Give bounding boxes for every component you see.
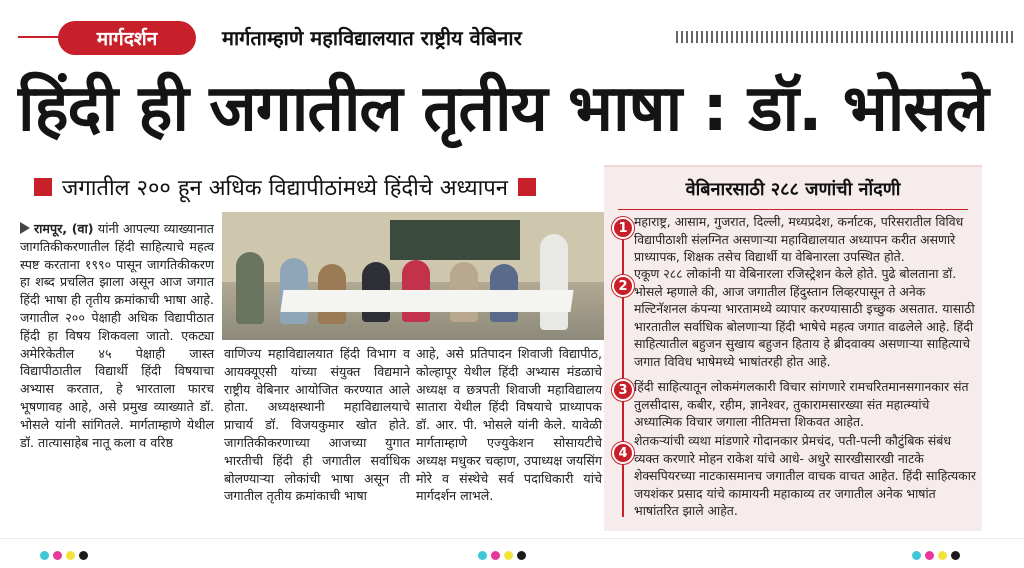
column-1-text: यांनी आपल्या व्याख्यानात जागतिकीकरणातील हिंदी साहित्याचे महत्व स्पष्ट करताना १९९० पासून जागतिकीकरण हा शब्द प्रचलित झाला असून आज जगात हिंदी भाषा ही तृतीय क्रमांकाची भाषा आहे. जगातील २०० पेक्षाही अधिक विद्यापीठात हिंदी हा विषय शिकवला जातो. एकट्या अमेरिकेतील ४५ पेक्षाही जास्त विद्यापीठातील विद्यार्थी हिंदी विषयाचा अभ्यास करतात, हे भारताला फारच भूषणावह आहे, असे प्रमुख व्याख्याते डॉ. भोसले यांनी सांगितले. मार्गताम्हाणे येथील डॉ. तात्यासाहेब नातू कला व वरिष्ठ [20,221,214,450]
dateline-arrow-icon [20,222,30,234]
registration-dot [66,551,75,560]
bottom-rule [0,538,1024,539]
photo-person [236,252,264,324]
registration-dot [517,551,526,560]
sidebar-title: वेबिनारसाठी २८८ जणांची नोंदणी [685,179,901,200]
sidebar-divider [618,209,968,210]
main-headline: हिंदी ही जगातील तृतीय भाषा : डॉ. भोसले [18,72,988,146]
registration-dot [79,551,88,560]
photo-table [280,290,573,312]
registration-marks [478,549,526,561]
registration-dot [478,551,487,560]
dateline: रामपूर, (वा) [34,221,94,236]
sidebar-point: महाराष्ट्र, आसाम, गुजरात, दिल्ली, मध्यप्रदेश, कर्नाटक, परिसरातील विविध विद्यापीठाशी संलग्नित असणाऱ्या महाविद्यालयात अध्यापन करीत असणारे प्राध्यापक, शिक्षक तसेच विद्यार्थी या वेबिनारला उपस्थित होते. [634,214,964,264]
decorative-barcode [676,31,1016,43]
sidebar-point: शेतकऱ्यांची व्यथा मांडणारे गोदानकार प्रेमचंद, पती-पत्नी कौटुंबिक संबंध व्यक्त करणारे मोहन राकेश यांचे आधे- अधुरे सारखीसारखी नाटके शेक्सपियरच्या नाटकासमानच जगातील वाचक वाचत आहेत. हिंदी साहित्यकार जयशंकर प्रसाद यांचे कामायनी महाकाव्य तर जगातील अनेक भाषांत भाषांतरित झाले आहेत. [634,433,976,518]
point-number-badge: 3 [612,379,634,401]
event-photo [222,212,604,340]
point-number-badge: 2 [612,275,634,297]
article-column-1 [20,220,214,451]
square-bullet-icon [34,178,52,196]
kicker-headline: मार्गताम्हाणे महाविद्यालयात राष्ट्रीय वेबिनार [222,26,522,50]
square-bullet-icon [518,178,536,196]
subheadline [34,172,536,202]
article-column-3: आहे, असे प्रतिपादन शिवाजी विद्यापीठ, कोल्हापूर येथील हिंदी अभ्यास मंडळाचे अध्यक्ष व छत्रपती शिवाजी महाविद्यालय सातारा येथील हिंदी विषयाचे प्राध्यापक डॉ. आर. पी. भोसले यांनी केले. यावेळी मार्गताम्हाणे एज्युकेशन सोसायटीचे अध्यक्ष मधुकर चव्हाण, उपाध्यक्ष जयसिंग मोरे व संस्थेचे सर्व पदाधिकारी यांचे मार्गदर्शन लाभले. [416,346,602,504]
registration-dot [40,551,49,560]
sidebar-rail [622,217,624,517]
registration-marks [912,549,960,561]
registration-dot [504,551,513,560]
kicker-rule [18,36,60,38]
registration-dot [951,551,960,560]
subheadline-text: जगातील २०० हून अधिक विद्यापीठांमध्ये हिंदीचे अध्यापन [62,176,508,201]
sidebar-point: एकूण २८८ लोकांनी या वेबिनारला रजिस्ट्रेशन केले होते. पुढे बोलताना डॉ. भोसले म्हणाले की, आज जगातील हिंदुस्तान लिव्हरपासून ते अनेक मल्टिनॅशनल कंपन्या भारतामध्ये व्यापार करण्यासाठी इच्छुक असतात. यासाठी भारतातील सर्वाधिक बोलणाऱ्या हिंदी भाषेचे महत्व जगात वाढलेले आहे. हिंदी साहित्यातील बहुजन सुखाय बहुजन हिताय हे ब्रीदवाक्य असणाऱ्या साहित्याचे जगात विविध भाषेमध्ये भाषांतरही होत आहे. [634,266,975,369]
photo-blackboard [390,220,520,260]
section-kicker-badge: मार्गदर्शन [58,21,196,55]
registration-dot [491,551,500,560]
point-number-badge: 4 [612,442,634,464]
registration-dot [53,551,62,560]
article-column-2: वाणिज्य महाविद्यालयात हिंदी विभाग व आयक्यूएसी यांच्या संयुक्त विद्यमाने राष्ट्रीय वेबिनार आयोजित करण्यात आले होता. अध्यक्षस्थानी महाविद्यालयाचे प्राचार्य डॉ. विजयकुमार खोत होते. जागतिकीकरणाच्या आजच्या युगात भारतीची हिंदी ही जगातील सर्वाधिक बोलण्याऱ्या लोकांची भाषा असून ती जगातील तृतीय क्रमांकाची भाषा [224,346,410,504]
point-number-badge: 1 [612,217,634,239]
sidebar-point: हिंदी साहित्यातून लोकमंगलकारी विचार सांगणारे रामचरितमानसगानकार संत तुलसीदास, कबीर, रहीम, ज्ञानेश्वर, तुकारामसारख्या संत महात्म्यांचे अध्यात्मिक विचार जगाला नीतिमत्ता शिकवत आहेत. [634,379,969,429]
sidebar-box [604,165,982,531]
registration-dot [938,551,947,560]
registration-dot [925,551,934,560]
registration-dot [912,551,921,560]
photo-person [540,234,568,330]
registration-marks [40,549,88,561]
